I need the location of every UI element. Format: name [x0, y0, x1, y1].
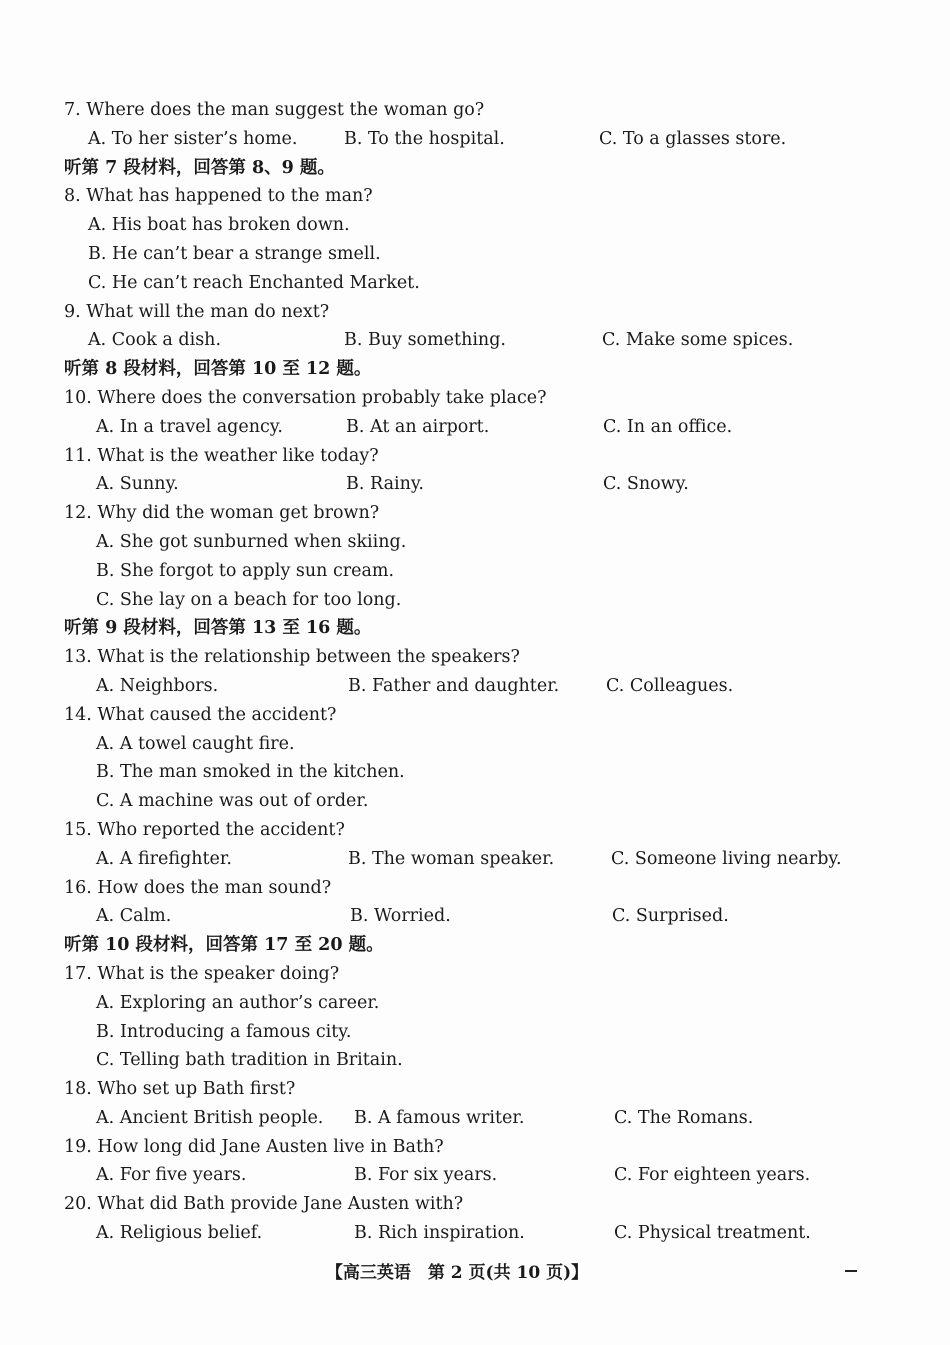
question-block: [0, 96, 950, 1248]
corner-mark: [845, 1270, 857, 1272]
question-20-options: [0, 1219, 950, 1248]
question-14-option-b: B. The man smoked in the kitchen.: [96, 762, 405, 783]
question-16-option-c: C. Surprised.: [612, 906, 729, 927]
question-17-option-b: B. Introducing a famous city.: [96, 1021, 352, 1042]
question-12-option-b: B. She forgot to apply sun cream.: [96, 560, 395, 581]
question-19-stem: 19. How long did Jane Austen live in Bath?: [64, 1136, 444, 1157]
question-11-options: [0, 470, 950, 499]
question-19-option-b: B. For six years.: [354, 1165, 498, 1186]
section-7-instruction: 听第 7 段材料，回答第 8、9 题。: [64, 157, 335, 178]
question-10-stem: 10. Where does the conversation probably take place?: [64, 387, 547, 408]
question-12-option-c: C. She lay on a beach for too long.: [96, 589, 402, 610]
section-10-instruction: 听第 10 段材料，回答第 17 至 20 题。: [64, 935, 384, 956]
question-10-options: [0, 413, 950, 442]
question-18-stem: 18. Who set up Bath first?: [64, 1079, 296, 1100]
question-7-option-c: C. To a glasses store.: [599, 128, 787, 149]
question-13-stem: 13. What is the relationship between the speakers?: [64, 647, 520, 668]
question-20-option-a: A. Religious belief.: [96, 1223, 263, 1244]
question-17-option-c: C. Telling bath tradition in Britain.: [96, 1050, 403, 1071]
question-20-stem: 20. What did Bath provide Jane Austen with?: [64, 1194, 464, 1215]
question-9-option-c: C. Make some spices.: [602, 330, 794, 351]
question-11-option-c: C. Snowy.: [603, 474, 689, 495]
question-12-stem: 12. Why did the woman get brown?: [64, 503, 380, 524]
question-15-option-c: C. Someone living nearby.: [611, 848, 842, 869]
question-20-option-c: C. Physical treatment.: [614, 1223, 811, 1244]
question-16-options: [0, 902, 950, 931]
question-19-options: [0, 1161, 950, 1190]
question-8-stem: 8. What has happened to the man?: [64, 186, 373, 207]
question-16-stem: 16. How does the man sound?: [64, 877, 332, 898]
question-7-option-b: B. To the hospital.: [344, 128, 505, 149]
question-13-option-b: B. Father and daughter.: [348, 675, 560, 696]
question-16-option-a: A. Calm.: [96, 906, 172, 927]
question-11-option-a: A. Sunny.: [96, 474, 179, 495]
question-10-option-b: B. At an airport.: [346, 416, 490, 437]
question-15-stem: 15. Who reported the accident?: [64, 819, 345, 840]
question-14-option-c: C. A machine was out of order.: [96, 791, 369, 812]
question-19-option-c: C. For eighteen years.: [614, 1165, 811, 1186]
question-10-option-c: C. In an office.: [603, 416, 733, 437]
question-17-option-a: A. Exploring an author’s career.: [96, 992, 380, 1013]
section-9-instruction: 听第 9 段材料，回答第 13 至 16 题。: [64, 618, 372, 639]
page-footer: [0, 1258, 950, 1283]
question-13-option-a: A. Neighbors.: [96, 675, 219, 696]
question-15-option-a: A. A firefighter.: [96, 848, 232, 869]
question-11-option-b: B. Rainy.: [346, 474, 424, 495]
section-8-instruction: 听第 8 段材料，回答第 10 至 12 题。: [64, 359, 372, 380]
question-18-option-a: A. Ancient British people.: [96, 1107, 324, 1128]
question-15-option-b: B. The woman speaker.: [348, 848, 555, 869]
question-7-option-a: A. To her sister’s home.: [88, 128, 298, 149]
page-number-label: 【高三英语 第 2 页(共 10 页)】: [325, 1263, 589, 1283]
question-16-option-b: B. Worried.: [350, 906, 451, 927]
question-11-stem: 11. What is the weather like today?: [64, 445, 379, 466]
question-12-option-a: A. She got sunburned when skiing.: [96, 531, 407, 552]
question-15-options: [0, 845, 950, 874]
question-9-options: [0, 326, 950, 355]
question-7-stem: 7. Where does the man suggest the woman go?: [64, 100, 485, 120]
question-9-option-a: A. Cook a dish.: [88, 330, 222, 351]
question-9-stem: 9. What will the man do next?: [64, 301, 330, 322]
question-19-option-a: A. For five years.: [96, 1165, 247, 1186]
question-14-stem: 14. What caused the accident?: [64, 704, 337, 725]
question-8-option-c: C. He can’t reach Enchanted Market.: [88, 272, 420, 293]
question-9-option-b: B. Buy something.: [344, 330, 506, 351]
question-20-option-b: B. Rich inspiration.: [354, 1223, 525, 1244]
question-17-stem: 17. What is the speaker doing?: [64, 963, 340, 984]
question-10-option-a: A. In a travel agency.: [96, 416, 283, 437]
question-8-option-a: A. His boat has broken down.: [88, 215, 350, 236]
question-13-option-c: C. Colleagues.: [606, 675, 734, 696]
question-18-options: [0, 1104, 950, 1133]
question-7-options: [0, 125, 950, 154]
question-18-option-c: C. The Romans.: [614, 1107, 754, 1128]
question-18-option-b: B. A famous writer.: [354, 1107, 525, 1128]
question-13-options: [0, 672, 950, 701]
question-8-option-b: B. He can’t bear a strange smell.: [88, 243, 381, 264]
question-14-option-a: A. A towel caught fire.: [96, 733, 295, 754]
